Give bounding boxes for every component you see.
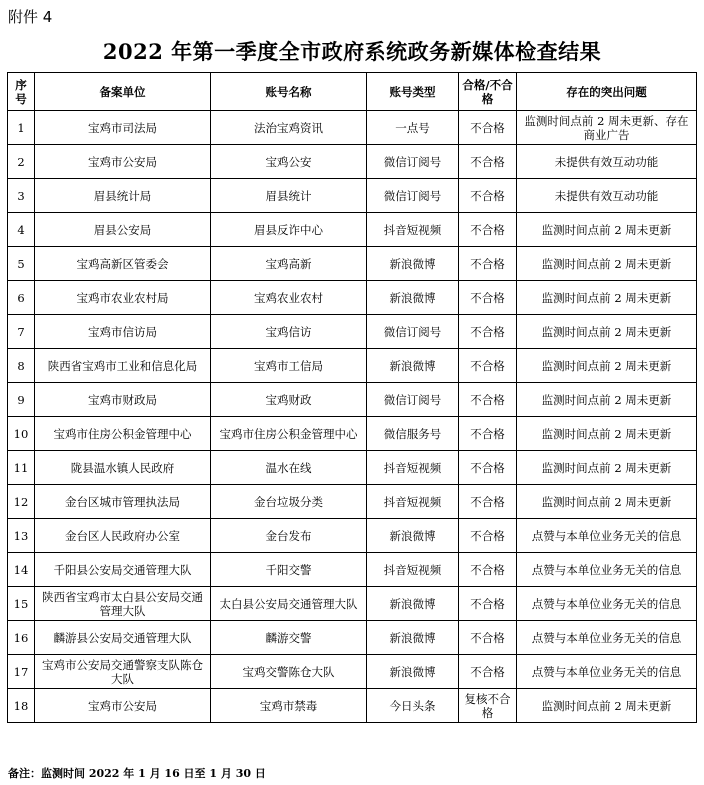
cell-problem: 点赞与本单位业务无关的信息 [517, 621, 697, 655]
cell-unit: 金台区人民政府办公室 [35, 519, 211, 553]
cell-type: 抖音短视频 [367, 451, 459, 485]
cell-unit: 宝鸡市住房公积金管理中心 [35, 417, 211, 451]
cell-problem: 点赞与本单位业务无关的信息 [517, 655, 697, 689]
cell-type: 新浪微博 [367, 655, 459, 689]
cell-unit: 宝鸡市司法局 [35, 111, 211, 145]
cell-result: 不合格 [459, 111, 517, 145]
cell-problem: 未提供有效互动功能 [517, 145, 697, 179]
cell-no: 18 [8, 689, 35, 723]
cell-unit: 宝鸡市公安局 [35, 145, 211, 179]
table-row [8, 111, 697, 145]
table-row [8, 485, 697, 519]
cell-no: 14 [8, 553, 35, 587]
cell-result: 不合格 [459, 315, 517, 349]
cell-problem: 监测时间点前 2 周未更新 [517, 451, 697, 485]
cell-account: 金台垃圾分类 [211, 485, 367, 519]
cell-no: 5 [8, 247, 35, 281]
header-account: 账号名称 [211, 73, 367, 111]
cell-no: 17 [8, 655, 35, 689]
table-row [8, 519, 697, 553]
table-header-row [8, 73, 697, 111]
table-row [8, 417, 697, 451]
cell-unit: 陇县温水镇人民政府 [35, 451, 211, 485]
cell-type: 微信订阅号 [367, 383, 459, 417]
cell-unit: 宝鸡高新区管委会 [35, 247, 211, 281]
cell-unit: 眉县公安局 [35, 213, 211, 247]
cell-no: 12 [8, 485, 35, 519]
cell-problem: 监测时间点前 2 周未更新 [517, 247, 697, 281]
cell-result: 复核不合格 [459, 689, 517, 723]
cell-problem: 点赞与本单位业务无关的信息 [517, 587, 697, 621]
cell-unit: 宝鸡市农业农村局 [35, 281, 211, 315]
cell-result: 不合格 [459, 213, 517, 247]
cell-type: 新浪微博 [367, 621, 459, 655]
cell-account: 宝鸡财政 [211, 383, 367, 417]
cell-account: 宝鸡市住房公积金管理中心 [211, 417, 367, 451]
cell-type: 微信订阅号 [367, 315, 459, 349]
cell-result: 不合格 [459, 587, 517, 621]
table-row [8, 247, 697, 281]
cell-type: 一点号 [367, 111, 459, 145]
page-title: 2022 年第一季度全市政府系统政务新媒体检查结果 [102, 39, 602, 64]
cell-problem: 监测时间点前 2 周未更新 [517, 349, 697, 383]
cell-no: 6 [8, 281, 35, 315]
footnote: 备注：监测时间 2022 年 1 月 16 日至 1 月 30 日 [8, 767, 266, 780]
cell-unit: 宝鸡市财政局 [35, 383, 211, 417]
cell-account: 温水在线 [211, 451, 367, 485]
cell-problem: 点赞与本单位业务无关的信息 [517, 519, 697, 553]
cell-result: 不合格 [459, 417, 517, 451]
cell-account: 宝鸡农业农村 [211, 281, 367, 315]
table-row [8, 383, 697, 417]
cell-account: 千阳交警 [211, 553, 367, 587]
cell-unit: 宝鸡市公安局交通警察支队陈仓大队 [35, 655, 211, 689]
cell-result: 不合格 [459, 519, 517, 553]
cell-problem: 监测时间点前 2 周未更新 [517, 417, 697, 451]
table-row [8, 179, 697, 213]
cell-no: 16 [8, 621, 35, 655]
header-no: 序号 [8, 73, 35, 111]
cell-account: 金台发布 [211, 519, 367, 553]
cell-unit: 麟游县公安局交通管理大队 [35, 621, 211, 655]
table-row [8, 553, 697, 587]
header-result: 合格/不合格 [459, 73, 517, 111]
attachment-label: 附件 4 [8, 8, 53, 26]
table-row [8, 655, 697, 689]
cell-unit: 千阳县公安局交通管理大队 [35, 553, 211, 587]
cell-result: 不合格 [459, 655, 517, 689]
cell-problem: 监测时间点前 2 周未更新 [517, 383, 697, 417]
cell-type: 微信订阅号 [367, 145, 459, 179]
cell-unit: 金台区城市管理执法局 [35, 485, 211, 519]
table-row [8, 315, 697, 349]
cell-no: 11 [8, 451, 35, 485]
cell-unit: 宝鸡市公安局 [35, 689, 211, 723]
cell-result: 不合格 [459, 247, 517, 281]
cell-problem: 未提供有效互动功能 [517, 179, 697, 213]
cell-type: 微信订阅号 [367, 179, 459, 213]
cell-no: 15 [8, 587, 35, 621]
cell-account: 宝鸡公安 [211, 145, 367, 179]
cell-result: 不合格 [459, 621, 517, 655]
cell-no: 4 [8, 213, 35, 247]
header-type: 账号类型 [367, 73, 459, 111]
cell-unit: 宝鸡市信访局 [35, 315, 211, 349]
cell-unit: 眉县统计局 [35, 179, 211, 213]
cell-type: 新浪微博 [367, 247, 459, 281]
cell-unit: 陕西省宝鸡市太白县公安局交通管理大队 [35, 587, 211, 621]
cell-no: 10 [8, 417, 35, 451]
cell-type: 抖音短视频 [367, 485, 459, 519]
table-row [8, 145, 697, 179]
cell-account: 宝鸡市工信局 [211, 349, 367, 383]
header-unit: 备案单位 [35, 73, 211, 111]
cell-type: 新浪微博 [367, 519, 459, 553]
cell-result: 不合格 [459, 281, 517, 315]
cell-account: 宝鸡市禁毒 [211, 689, 367, 723]
cell-type: 新浪微博 [367, 587, 459, 621]
cell-problem: 监测时间点前 2 周未更新、存在商业广告 [517, 111, 697, 145]
cell-no: 1 [8, 111, 35, 145]
table-row [8, 451, 697, 485]
cell-account: 眉县统计 [211, 179, 367, 213]
cell-account: 麟游交警 [211, 621, 367, 655]
table-row [8, 621, 697, 655]
table-row [8, 281, 697, 315]
table-row [8, 689, 697, 723]
cell-problem: 监测时间点前 2 周未更新 [517, 281, 697, 315]
cell-type: 新浪微博 [367, 349, 459, 383]
cell-type: 新浪微博 [367, 281, 459, 315]
cell-problem: 监测时间点前 2 周未更新 [517, 213, 697, 247]
cell-account: 宝鸡交警陈仓大队 [211, 655, 367, 689]
cell-account: 宝鸡信访 [211, 315, 367, 349]
cell-result: 不合格 [459, 145, 517, 179]
table-row [8, 587, 697, 621]
cell-type: 抖音短视频 [367, 213, 459, 247]
cell-problem: 监测时间点前 2 周未更新 [517, 315, 697, 349]
cell-result: 不合格 [459, 349, 517, 383]
cell-type: 今日头条 [367, 689, 459, 723]
cell-result: 不合格 [459, 383, 517, 417]
header-problem: 存在的突出问题 [517, 73, 697, 111]
cell-account: 眉县反诈中心 [211, 213, 367, 247]
cell-account: 太白县公安局交通管理大队 [211, 587, 367, 621]
cell-no: 9 [8, 383, 35, 417]
cell-result: 不合格 [459, 553, 517, 587]
cell-result: 不合格 [459, 485, 517, 519]
cell-no: 3 [8, 179, 35, 213]
cell-no: 13 [8, 519, 35, 553]
cell-no: 8 [8, 349, 35, 383]
cell-problem: 点赞与本单位业务无关的信息 [517, 553, 697, 587]
cell-type: 抖音短视频 [367, 553, 459, 587]
results-table [7, 72, 697, 723]
cell-no: 2 [8, 145, 35, 179]
cell-result: 不合格 [459, 179, 517, 213]
cell-problem: 监测时间点前 2 周未更新 [517, 485, 697, 519]
table-row [8, 349, 697, 383]
table-row [8, 213, 697, 247]
cell-no: 7 [8, 315, 35, 349]
cell-account: 宝鸡高新 [211, 247, 367, 281]
cell-unit: 陕西省宝鸡市工业和信息化局 [35, 349, 211, 383]
cell-problem: 监测时间点前 2 周未更新 [517, 689, 697, 723]
cell-type: 微信服务号 [367, 417, 459, 451]
cell-account: 法治宝鸡资讯 [211, 111, 367, 145]
cell-result: 不合格 [459, 451, 517, 485]
